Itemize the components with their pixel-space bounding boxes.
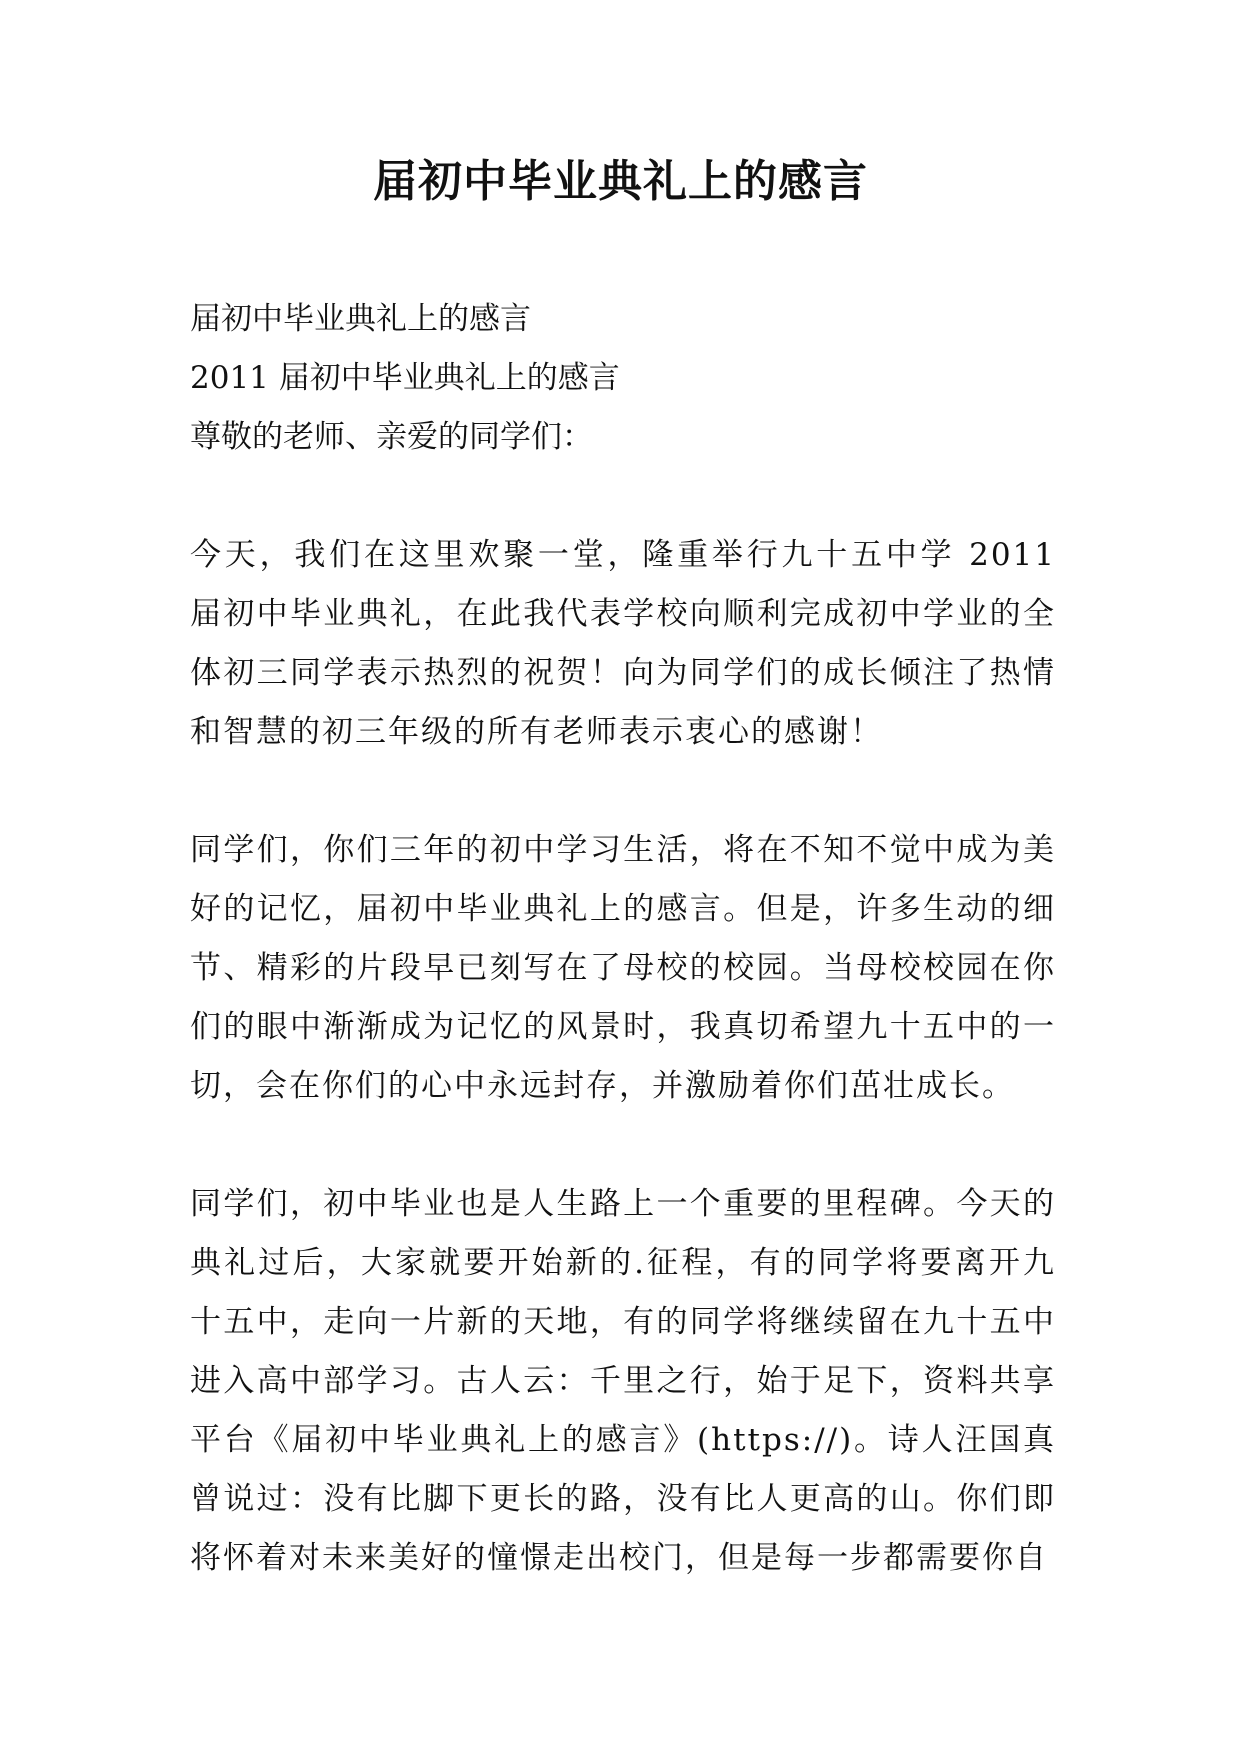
salutation: 尊敬的老师、亲爱的同学们：: [190, 419, 593, 455]
paragraph-1: 今天，我们在这里欢聚一堂，隆重举行九十五中学 2011 届初中毕业典礼，在此我代表学校向顺利完成初中学业的全体初三同学表示热烈的祝贺！向为同学们的成长倾注了热情和智慧的初三年级的所有老师表示衷心的感谢！: [190, 537, 1056, 750]
paragraph-spacer: [190, 1116, 1056, 1175]
document-body: [190, 290, 1056, 1588]
paragraph-2: 同学们，你们三年的初中学习生活，将在不知不觉中成为美好的记忆，届初中毕业典礼上的感言。但是，许多生动的细节、精彩的片段早已刻写在了母校的校园。当母校校园在你们的眼中渐渐成为记忆的风景时，我真切希望九十五中的一切，会在你们的心中永远封存，并激励着你们茁壮成长。: [190, 832, 1056, 1104]
paragraph-spacer: [190, 762, 1056, 821]
paragraph-spacer: [190, 467, 1056, 526]
document-title: 届初中毕业典礼上的感言: [373, 156, 868, 207]
header-line-1: 届初中毕业典礼上的感言: [190, 301, 531, 337]
paragraph-3: 同学们，初中毕业也是人生路上一个重要的里程碑。今天的典礼过后，大家就要开始新的.征程，有的同学将要离开九十五中，走向一片新的天地，有的同学将继续留在九十五中进入高中部学习。古人云：千里之行，始于足下，资料共享平台《届初中毕业典礼上的感言》(https://)。诗人汪国真曾说过：没有比脚下更长的路，没有比人更高的山。你们即将怀着对未来美好的憧憬走出校门，但是每一步都需要你自: [190, 1186, 1056, 1576]
header-line-2: 2011 届初中毕业典礼上的感言: [190, 360, 620, 396]
